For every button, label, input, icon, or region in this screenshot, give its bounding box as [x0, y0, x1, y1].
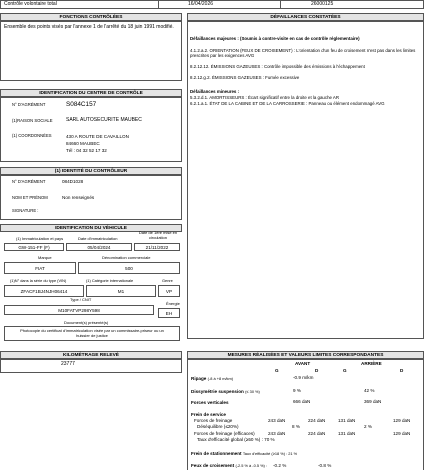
center-company: SARL AUTOSECURITE MAUBEC	[66, 117, 142, 123]
type-label: Type / CNIT	[70, 297, 92, 302]
dipped-beam-right: -0.8 %	[318, 463, 332, 468]
asymmetry-rear: 42 %	[364, 388, 375, 393]
front-left-label: G	[275, 368, 279, 373]
parking-brake-row: Frein de stationnement Taux d'efficacité (≥18 %) : 21 %	[191, 451, 298, 456]
service-brake-label: Frein de service	[191, 412, 226, 417]
energy-label: Énergie	[166, 301, 180, 306]
documents-label: Document(s) présenté(s)	[64, 320, 109, 325]
effective-rear-left: 131 daN	[338, 431, 356, 436]
inspector-name: Non renseignés	[62, 195, 95, 200]
center-approval: S084C157	[66, 101, 97, 108]
control-date: 16/04/2026	[188, 0, 214, 7]
imbalance-label: Déséquilibre (≤20%)	[197, 424, 239, 429]
vin-label: (1)N° dans la série du type (VIN)	[10, 278, 67, 283]
first-reg-value: 21/11/2022	[134, 243, 180, 251]
center-approval-label: N° D'AGRÉMENT	[12, 102, 46, 107]
braking-rear-right: 129 daN	[393, 418, 411, 423]
mileage-header: KILOMÉTRAGE RELEVÉ	[0, 351, 182, 359]
vertical-forces-front: 666 daN	[293, 399, 311, 404]
major-defect-2: 8.2.12.12. ÉMISSIONS GAZEUSES : Contrôle impossible des émissions à l'échappement	[190, 64, 365, 69]
minor-defect-2: 6.2.1.a.1. ÉTAT DE LA CABINE ET DE LA CARROSSERIE : Panneau ou élément endommagé AVG	[190, 101, 385, 106]
functions-text: Ensemble des points visés par l'annexe 1 de l'arrêté du 18 juin 1991 modifié.	[4, 24, 174, 30]
asymmetry-label: Dissymétrie suspension (≤ 30 %)	[191, 389, 260, 394]
effective-front-left: 243 daN	[268, 431, 286, 436]
global-efficiency: Taux d'efficacité global (≥50 %) : 70 %	[197, 437, 275, 442]
functions-header: FONCTIONS CONTRÔLÉES	[0, 13, 182, 21]
ripage-value: -0.9 m/km	[293, 375, 314, 380]
dipped-beam-left: -0.2 %	[273, 463, 287, 468]
effective-forces-label: Forces de freinage (efficaces)	[194, 431, 255, 436]
genre-value: VP	[158, 285, 180, 297]
defects-header: DÉFAILLANCES CONSTATÉES	[187, 13, 424, 21]
center-address-1: 430 A ROUTE DE CAVAILLON	[66, 134, 129, 139]
major-defect-3: 8.2.12.g.2. ÉMISSIONS GAZEUSES : Fumée excessive	[190, 75, 300, 80]
effective-front-right: 224 daN	[308, 431, 326, 436]
category-label: (1) Catégorie internationale	[86, 278, 134, 283]
functions-box	[0, 21, 182, 81]
major-defect-1: 4.1.2.a.2. ORIENTATION (FEUX DE CROISEMENT) : L'orientation d'un feu de croisement n'est pas dans les limites prescrites par les exigences AVG	[190, 48, 416, 59]
make-label: Marque	[38, 255, 52, 260]
imbalance-rear: 2 %	[364, 424, 372, 429]
vin-value: ZFACF1BJ4NJH06414	[4, 285, 84, 297]
center-coordinates-label: (1) COORDONNÉES	[12, 133, 52, 138]
inspector-approval: 084D1028	[62, 179, 84, 184]
measures-header: MESURES RÉALISÉES ET VALEURS LIMITES CORRESPONDANTES	[187, 351, 424, 359]
inspector-approval-label: N° D'AGRÉMENT	[12, 179, 46, 184]
rear-label: ARRIÈRE	[361, 361, 382, 366]
rear-right-label: D	[400, 368, 404, 373]
first-reg-label: Date de 1ère mise en circulation	[138, 230, 178, 240]
plate-label: (1) Immatriculation et pays	[16, 236, 64, 241]
plate-value: GW-151-FF (F)	[4, 243, 64, 251]
effective-rear-right: 129 daN	[393, 431, 411, 436]
vertical-forces-rear: 369 daN	[364, 399, 382, 404]
genre-label: Genre	[162, 278, 173, 283]
reg-date-label: Date d'immatriculation	[78, 236, 118, 241]
make-value: FIAT	[4, 262, 76, 274]
braking-rear-left: 131 daN	[338, 418, 356, 423]
report-number: 26000125	[311, 0, 334, 7]
minor-defect-1: 5.3.2.d.1. AMORTISSEURS : Écart significatif entre la droite et la gauche AR	[190, 95, 340, 100]
vehicle-header: IDENTIFICATION DU VÉHICULE	[0, 224, 182, 232]
vertical-forces-label: Forces verticales	[191, 400, 229, 405]
mileage-value: 23777	[61, 361, 75, 367]
inspector-header: (1) IDENTITÉ DU CONTRÔLEUR	[0, 167, 182, 175]
braking-front-right: 224 daN	[308, 418, 326, 423]
asymmetry-front: 9 %	[293, 388, 301, 393]
major-defects-title: Défaillances majeures : (Soumis à contre-visite en cas de contrôle réglementaire)	[190, 36, 360, 41]
front-right-label: D	[315, 368, 319, 373]
center-header: IDENTIFICATION DU CENTRE DE CONTRÔLE	[0, 89, 182, 97]
documents-value: Photocopie du certificat d'immatriculation visée par un commissaire-priseur ou un huissier de justice	[20, 328, 164, 338]
category-value: M1	[86, 285, 156, 297]
braking-forces-label: Forces de freinage	[194, 418, 233, 423]
rear-left-label: G	[343, 368, 347, 373]
dipped-beam-row: Feux de croisement (-2.5 % à -0.5 %) :	[191, 463, 268, 468]
braking-front-left: 243 daN	[268, 418, 286, 423]
inspector-name-label: NOM ET PRÉNOM	[12, 195, 48, 200]
energy-value: EH	[158, 308, 180, 318]
reg-date-value: 05/04/2024	[66, 243, 132, 251]
control-type: Contrôle volontaire total	[4, 0, 57, 7]
center-address-2: 84660 MAUBEC	[66, 141, 100, 146]
minor-defects-title: Défaillances mineures :	[190, 89, 240, 94]
mileage-box	[0, 359, 182, 373]
inspector-signature-label: SIGNATURE :	[12, 208, 39, 213]
front-label: AVANT	[295, 361, 311, 366]
imbalance-front: 8 %	[292, 424, 300, 429]
center-phone: Tél : 04 32 52 17 32	[66, 148, 107, 153]
ripage-label: Ripage (-8 à +8 m/km)	[191, 376, 234, 381]
model-value: 500	[78, 262, 180, 274]
center-company-label: (1)RAISON SOCIALE	[12, 118, 53, 123]
model-label: Dénomination commerciale	[102, 255, 151, 260]
type-value: M10FATVP298Y598	[4, 305, 154, 315]
